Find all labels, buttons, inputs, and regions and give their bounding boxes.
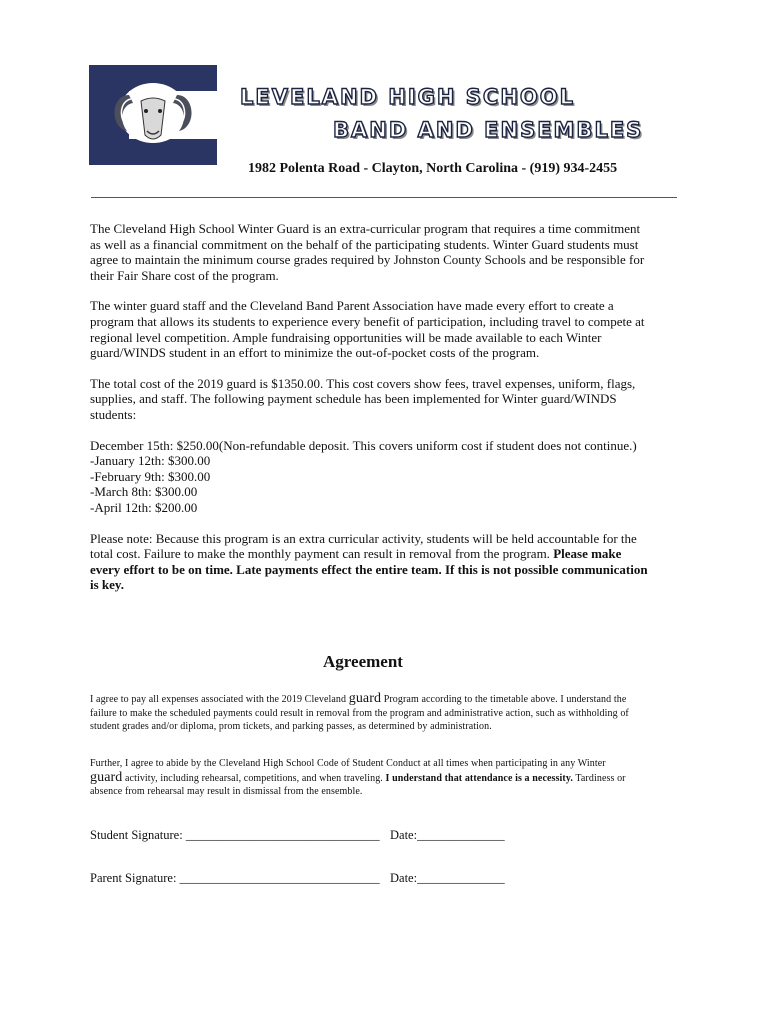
school-address: 1982 Polenta Road - Clayton, North Carolina - (919) 934-2455 — [248, 161, 618, 176]
band-title: BAND AND ENSEMBLES — [333, 118, 644, 142]
student-date-field[interactable]: Date:______________ — [390, 828, 505, 842]
schedule-item: -February 9th: $300.00 — [90, 468, 211, 484]
parent-date-field[interactable]: Date:______________ — [390, 871, 505, 885]
agreement-guard-word: guard — [90, 769, 123, 785]
cost-paragraph: The total cost of the 2019 guard is $1350.00. This cost covers show fees, travel expenses, uniform, flags, supplies, and staff. The following payment schedule has been implemented for Winter guard/WINDS students: — [90, 375, 636, 422]
parent-signature-label[interactable]: Parent Signature: ________________________________ — [90, 871, 380, 885]
schedule-item: -April 12th: $200.00 — [90, 499, 198, 515]
attendance-emphasis: I understand that attendance is a necessity. — [385, 772, 573, 784]
schedule-item: -January 12th: $300.00 — [90, 453, 211, 469]
agreement-text: Further, I agree to abide by the Cleveland High School Code of Student Conduct at all times when participating in any Winter — [90, 758, 606, 769]
school-title: LEVELAND HIGH SCHOOL — [240, 85, 575, 109]
agreement-text: I agree to pay all expenses associated with the 2019 Cleveland — [90, 694, 349, 705]
note-text: Please note: Because this program is an extra curricular activity, students will be held accountable for the total cost. Failure to make the monthly payment can result in removal from the program. — [90, 530, 637, 562]
note-paragraph — [90, 531, 650, 593]
schedule-item: -March 8th: $300.00 — [90, 484, 198, 500]
intro-paragraph: The Cleveland High School Winter Guard is an extra-curricular program that requires a time commitment as well as a financial commitment on the behalf of the participating students. Winter Guard students must agree to maintain the minimum course grades required by Johnston County Schools and be responsible for their Fair Share cost of the program. — [90, 221, 645, 283]
header-divider — [91, 197, 677, 198]
agreement-heading: Agreement — [323, 652, 403, 671]
conduct-agreement — [90, 757, 630, 799]
note-emphasis: Please make every effort to be on time. Late payments effect the entire team. If this is not possible communication is key. — [90, 546, 648, 593]
agreement-text: Program according to the timetable above. I understand the failure to make the scheduled payments could result in removal from the program and administrative action, such as withholding of student grades and/or diploma, prom tickets, and parking passes, as determined by administration. — [90, 694, 629, 732]
agreement-text: Tardiness or absence from rehearsal may result in dismissal from the ensemble. — [90, 772, 626, 797]
fundraising-paragraph: The winter guard staff and the Cleveland Band Parent Association have made every effort to create a program that allows its students to experience every benefit of participation, including travel to compete at regional level competition. Ample fundraising opportunities will be made available to each Winter guard/WINDS student in an effort to minimize the out-of-pocket costs of the program. — [90, 298, 645, 361]
parent-signature-line[interactable] — [90, 871, 505, 886]
student-signature-line[interactable] — [90, 828, 505, 843]
school-logo — [89, 65, 217, 165]
schedule-item: December 15th: $250.00(Non-refundable deposit. This covers uniform cost if student does not continue.) — [90, 437, 637, 453]
payment-schedule — [90, 438, 650, 516]
agreement-text: activity, including rehearsal, competitions, and when traveling. — [122, 772, 386, 784]
payment-agreement — [90, 692, 630, 734]
program-description — [90, 221, 650, 608]
agreement-guard-word: guard — [348, 691, 382, 706]
student-signature-label[interactable]: Student Signature: _______________________________ — [90, 828, 380, 842]
